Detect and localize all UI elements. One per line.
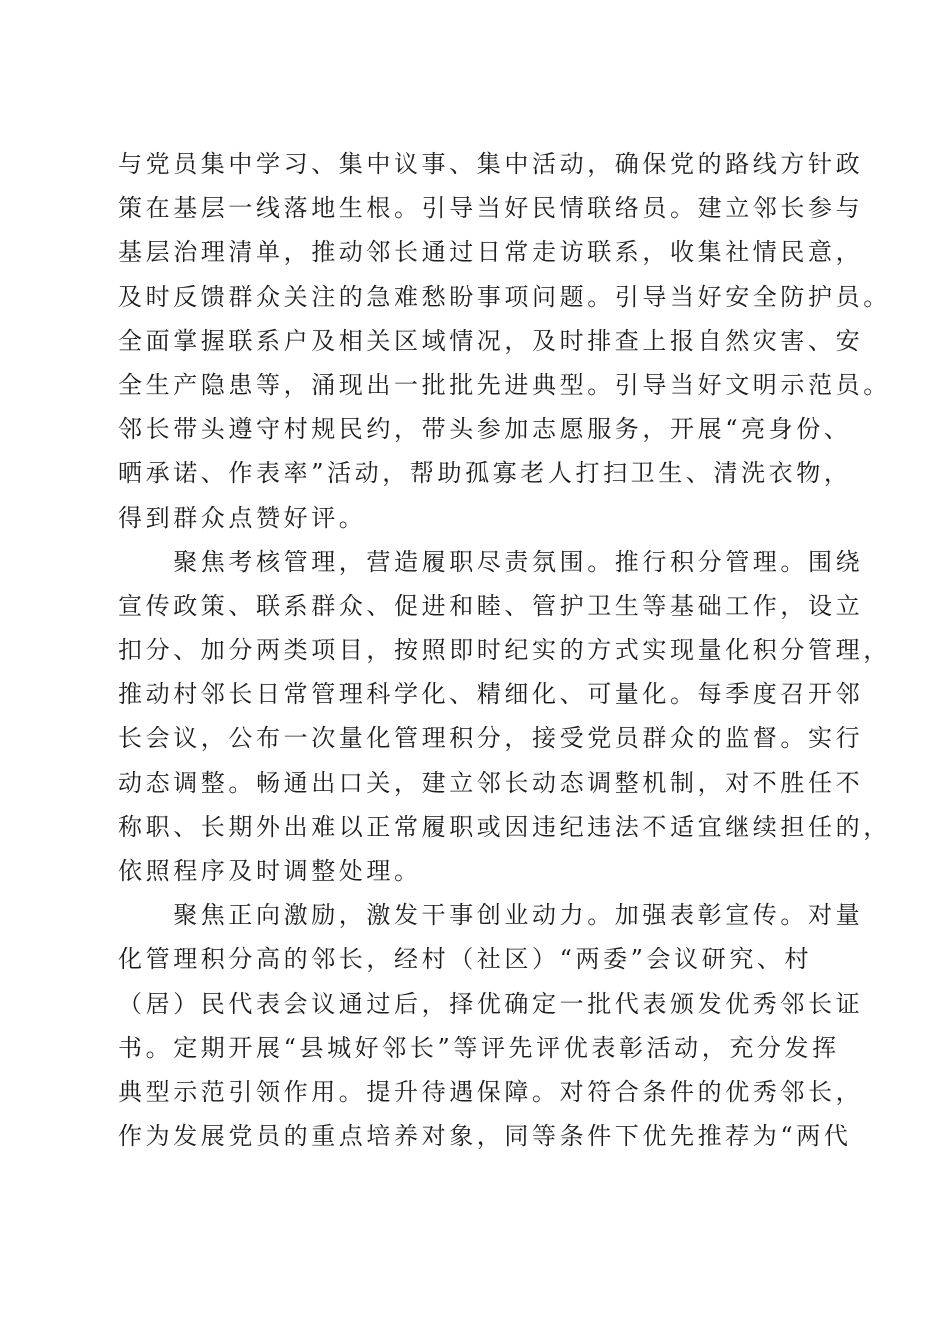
text-line-8: 晒承诺、作表率”活动，帮助孤寡老人打扫卫生、清洗衣物， (118, 459, 852, 488)
text-line-17: 依照程序及时调整处理。 (118, 857, 422, 885)
text-line-3: 基层治理清单，推动邻长通过日常走访联系，收集社情民意， (118, 238, 864, 267)
text-line-9: 得到群众点赞好评。 (118, 503, 367, 532)
text-line-13: 推动村邻长日常管理科学化、精细化、可量化。每季度召开邻 (118, 680, 864, 709)
text-line-4: 及时反馈群众关注的急难愁盼事项问题。引导当好安全防护员。 (118, 282, 891, 311)
text-line-20: （居）民代表会议通过后，择优确定一批代表颁发优秀邻长证 (118, 989, 864, 1018)
text-line-22: 典型示范引领作用。提升待遇保障。对符合条件的优秀邻长， (118, 1077, 864, 1106)
text-line-15: 动态调整。畅通出口关，建立邻长动态调整机制，对不胜任不 (118, 768, 864, 797)
text-line-23: 作为发展党员的重点培养对象，同等条件下优先推荐为“两代 (118, 1122, 852, 1151)
text-line-19: 化管理积分高的邻长，经村（社区）“两委”会议研究、村 (118, 945, 813, 974)
text-line-14: 长会议，公布一次量化管理积分，接受党员群众的监督。实行 (118, 724, 864, 753)
text-line-18: 聚焦正向激励，激发干事创业动力。加强表彰宣传。对量 (118, 901, 864, 930)
text-line-5: 全面掌握联系户及相关区域情况，及时排查上报自然灾害、安 (118, 326, 864, 355)
text-line-2: 策在基层一线落地生根。引导当好民情联络员。建立邻长参与 (118, 194, 864, 223)
text-line-12: 扣分、加分两类项目，按照即时纪实的方式实现量化积分管理， (118, 636, 891, 665)
text-line-10: 聚焦考核管理，营造履职尽责氛围。推行积分管理。围绕 (118, 547, 864, 576)
text-line-7: 邻长带头遵守村规民约，带头参加志愿服务，开展“亮身份、 (118, 415, 852, 444)
text-line-11: 宣传政策、联系群众、促进和睦、管护卫生等基础工作，设立 (118, 591, 864, 620)
text-line-6: 全生产隐患等，涌现出一批批先进典型。引导当好文明示范员。 (118, 370, 891, 399)
text-line-16: 称职、长期外出难以正常履职或因违纪违法不适宜继续担任的， (118, 812, 891, 841)
body-text (118, 142, 891, 1158)
text-line-1: 与党员集中学习、集中议事、集中活动，确保党的路线方针政 (118, 150, 864, 178)
text-line-21: 书。定期开展“县城好邻长”等评先评优表彰活动，充分发挥 (118, 1033, 840, 1062)
